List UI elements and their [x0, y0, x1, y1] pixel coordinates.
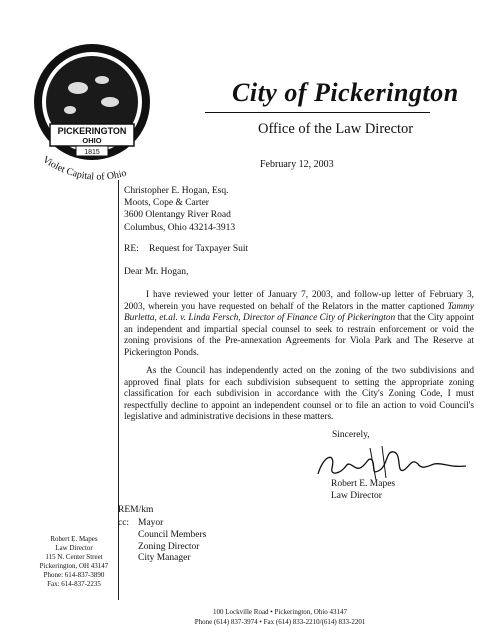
subject-label: RE:	[124, 244, 139, 254]
signer-title: Law Director	[331, 491, 382, 501]
recipient-address	[124, 185, 235, 234]
p1-text-a: I have reviewed your letter of January 7, 2003, and follow-up letter of February 3, 2003, wherein you have requested on behalf of the Relators in the matter captioned	[124, 290, 474, 312]
city-seal	[30, 40, 160, 190]
footer-line-2: Phone (614) 837-3974 • Fax (614) 833-2210/(614) 833-2201	[194, 617, 366, 626]
case-caption: Tammy Burletta, et.al. v. Linda Fersch, Director of Finance City of Pickerington	[124, 301, 474, 323]
signer-block	[331, 478, 395, 502]
cc-item: City Manager	[138, 553, 191, 564]
seal-city: PICKERINGTON	[57, 126, 127, 136]
sidebar-line: Law Director	[55, 544, 93, 552]
sidebar-line: Phone: 614-837-3890	[43, 571, 105, 579]
letter-date: February 12, 2003	[260, 159, 334, 170]
signer-name: Robert E. Mapes	[331, 479, 396, 489]
cc-item: Zoning Director	[138, 541, 200, 552]
footer-address	[160, 608, 400, 627]
sidebar-line: 115 N. Center Street	[45, 553, 103, 561]
cc-item: Council Members	[138, 529, 207, 540]
sidebar-line: Pickerington, OH 43147	[39, 562, 109, 570]
recipient-line: Columbus, Ohio 43214-3913	[124, 222, 236, 233]
sidebar-line: Fax: 614-837-2235	[47, 580, 101, 588]
letterhead-rule	[205, 112, 430, 113]
recipient-line: Christopher E. Hogan, Esq.	[124, 186, 229, 196]
subject-line	[124, 244, 248, 254]
letterhead-city: City of Pickerington	[232, 78, 459, 107]
seal-state: OHIO	[82, 136, 102, 145]
recipient-line: Moots, Cope & Carter	[124, 198, 209, 209]
seal-year: 1815	[84, 149, 100, 156]
cc-item: Mayor	[138, 518, 164, 528]
typist-initials: REM/km	[118, 505, 154, 515]
seal-motto: Violet Capital of Ohio	[40, 154, 128, 183]
cc-label: cc:	[118, 518, 130, 528]
letterhead-office: Office of the Law Director	[258, 121, 414, 137]
subject-text: Request for Taxpayer Suit	[149, 244, 249, 254]
sidebar-contact	[30, 535, 118, 589]
footer-line-1: 100 Lockville Road • Pickerington, Ohio 43147	[212, 608, 348, 616]
body-paragraph-2: As the Council has independently acted on the zoning of the two subdivisions and approved final plats for each subdivision subsequent to setting the appropriate zoning classification for each subdivision in accordance with the City's Zoning Code, I must respectfully decline to appoint an independent counsel or to file an action to void Council's legislative and administrative decisions in these matters.	[124, 366, 474, 422]
closing: Sincerely,	[332, 430, 370, 440]
p1-text-b: that the City appoint an independent and impartial special counsel to seek to restrain enforcement or void the zoning provisions of the Pre-annexation Agreements for Viola Park and The Reserve at Pickerington Ponds.	[124, 313, 474, 358]
recipient-line: 3600 Olentangy River Road	[124, 210, 231, 221]
salutation: Dear Mr. Hogan,	[124, 267, 189, 277]
body-paragraph-1	[124, 290, 474, 359]
sidebar-line: Robert E. Mapes	[50, 535, 98, 543]
cc-block	[118, 518, 206, 565]
